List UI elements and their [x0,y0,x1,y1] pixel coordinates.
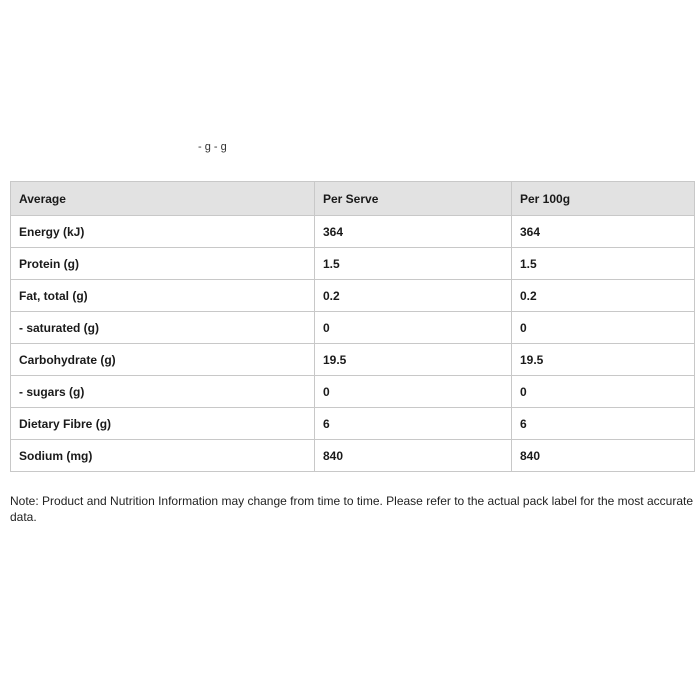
nutrient-name: Protein (g) [11,248,315,280]
table-row [11,216,695,248]
clipped-caption-text: - g - g [198,141,227,153]
table-row [11,280,695,312]
table-row [11,408,695,440]
nutrient-name: Sodium (mg) [11,440,315,472]
nutrient-name: - sugars (g) [11,376,315,408]
per-serve-value: 6 [315,408,512,440]
disclaimer-note: Note: Product and Nutrition Information may change from time to time. Please refer to the actual pack label for the most accurate data. [10,494,693,524]
table-row [11,376,695,408]
header-row [11,182,695,216]
header-per-serve: Per Serve [315,182,512,216]
per-100g-value: 840 [512,440,695,472]
nutrient-name: Carbohydrate (g) [11,344,315,376]
per-serve-value: 0.2 [315,280,512,312]
nutrient-name: - saturated (g) [11,312,315,344]
per-100g-value: 0 [512,376,695,408]
per-serve-value: 0 [315,312,512,344]
per-100g-value: 364 [512,216,695,248]
nutrition-table-body [11,216,695,472]
per-serve-value: 0 [315,376,512,408]
table-row [11,440,695,472]
nutrition-table [10,181,695,472]
per-100g-value: 0.2 [512,280,695,312]
per-serve-value: 19.5 [315,344,512,376]
table-row [11,344,695,376]
clipped-caption [198,141,278,164]
table-row [11,248,695,280]
nutrient-name: Energy (kJ) [11,216,315,248]
per-100g-value: 19.5 [512,344,695,376]
per-serve-value: 364 [315,216,512,248]
per-100g-value: 0 [512,312,695,344]
header-per-100g: Per 100g [512,182,695,216]
nutrition-table-header [11,182,695,216]
nutrient-name: Fat, total (g) [11,280,315,312]
per-serve-value: 840 [315,440,512,472]
per-serve-value: 1.5 [315,248,512,280]
per-100g-value: 6 [512,408,695,440]
per-100g-value: 1.5 [512,248,695,280]
table-row [11,312,695,344]
header-average: Average [11,182,315,216]
nutrient-name: Dietary Fibre (g) [11,408,315,440]
